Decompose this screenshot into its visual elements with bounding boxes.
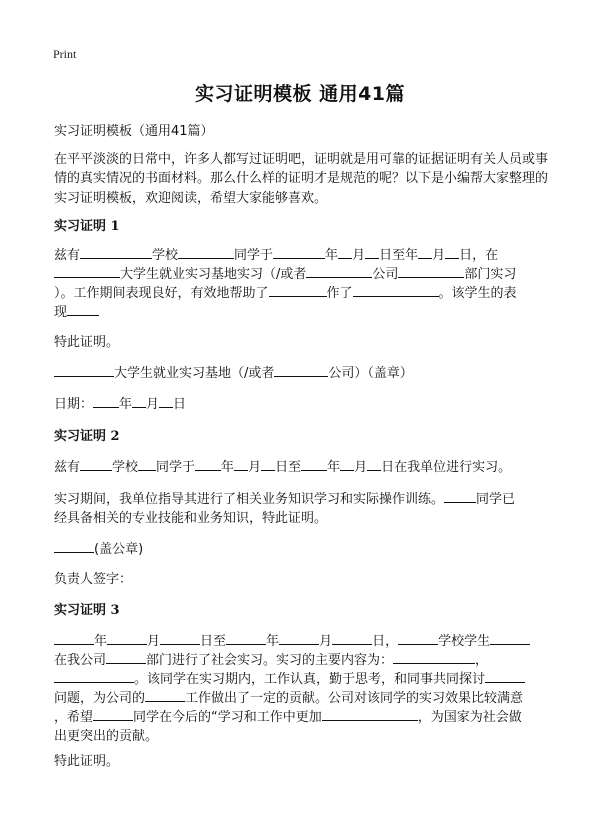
- blank[interactable]: [444, 490, 476, 503]
- blank-company[interactable]: [306, 265, 372, 278]
- blank-department[interactable]: [398, 265, 464, 278]
- section-2-para-line-2: 经具备相关的专业技能和业务知识，特此证明。: [54, 511, 328, 526]
- text: (盖公章): [94, 542, 144, 557]
- blank[interactable]: [279, 632, 319, 645]
- blank[interactable]: [93, 708, 133, 721]
- section-3-closing: 特此证明。: [54, 754, 120, 769]
- text: ，希望: [54, 710, 94, 725]
- text: 实习期间，我单位指导其进行了相关业务知识学习和实际操作训练。: [54, 492, 445, 507]
- blank[interactable]: [261, 458, 275, 471]
- section-3-line-5: [54, 708, 554, 727]
- section-3-line-3: [54, 670, 554, 689]
- section-3-line-2: [54, 651, 554, 670]
- section-1-line-1: [54, 246, 554, 265]
- blank[interactable]: [54, 670, 134, 683]
- text: 同学于: [234, 248, 274, 263]
- section-heading-3: 实习证明 3: [54, 603, 120, 618]
- blank[interactable]: [195, 458, 221, 471]
- blank[interactable]: [398, 632, 438, 645]
- blank[interactable]: [490, 632, 530, 645]
- blank[interactable]: [269, 284, 327, 297]
- text: 部门实习: [464, 267, 517, 282]
- text: 。该学生的表: [438, 286, 517, 301]
- blank[interactable]: [353, 284, 439, 297]
- text: 同学在今后的“学习和工作中更加: [133, 710, 322, 725]
- section-1-line-4: [54, 303, 554, 322]
- text: 日在我单位进行实习。: [381, 460, 512, 475]
- text: 月: [146, 397, 160, 412]
- text: 现: [54, 305, 68, 320]
- section-3-line-4: [54, 689, 554, 708]
- blank[interactable]: [485, 670, 525, 683]
- section-1-closing: 特此证明。: [54, 335, 120, 350]
- text: 月: [432, 248, 446, 263]
- section-2-seal: [54, 540, 554, 559]
- blank[interactable]: [226, 632, 266, 645]
- text: 年: [119, 397, 133, 412]
- text: 部门进行了社会实习。实习的主要内容为：: [146, 653, 394, 668]
- blank-day[interactable]: [365, 246, 379, 259]
- section-1-line-3: [54, 284, 554, 303]
- blank-month[interactable]: [338, 246, 352, 259]
- text: 日至: [275, 460, 302, 475]
- text: 学校: [152, 248, 179, 263]
- text: 。该同学在实习期内，工作认真，勤于思考，和同事共同探讨: [134, 672, 486, 687]
- text: 年: [325, 248, 339, 263]
- text: ，: [475, 653, 489, 668]
- text: 月: [352, 248, 366, 263]
- blank-day[interactable]: [159, 395, 173, 408]
- text: 月: [147, 634, 161, 649]
- text: 兹有: [54, 460, 81, 475]
- blank[interactable]: [107, 632, 147, 645]
- text: 大学生就业实习基地（/或者: [114, 366, 275, 381]
- intro-paragraph: 在平平淡淡的日常中，许多人都写过证明吧，证明就是用可靠的证据证明有关人员或事情的真实情况的书面材料。那么什么样的证明才是规范的呢？以下是小编帮大家整理的实习证明模板，欢迎阅读，希望大家能够喜欢。: [54, 152, 549, 206]
- blank[interactable]: [322, 708, 418, 721]
- section-2-line-1: [54, 458, 554, 477]
- text: 在我公司: [54, 653, 107, 668]
- text: 日，在: [459, 248, 499, 263]
- section-1-date: [54, 395, 554, 414]
- blank-year[interactable]: [93, 395, 119, 408]
- section-2-para-line-1: [54, 490, 554, 509]
- text: 大学生就业实习基地实习（/或者: [120, 267, 307, 282]
- page-title: 实习证明模板 通用41篇: [194, 83, 406, 105]
- text: 年: [94, 634, 108, 649]
- blank[interactable]: [332, 632, 372, 645]
- text: 日至: [200, 634, 227, 649]
- blank[interactable]: [234, 458, 248, 471]
- text: 日: [173, 397, 187, 412]
- blank[interactable]: [54, 364, 114, 377]
- section-heading-1: 实习证明 1: [54, 219, 120, 234]
- print-link[interactable]: Print: [53, 47, 77, 61]
- text: 工作做出了一定的贡献。公司对该同学的实习效果比较满意: [185, 691, 524, 706]
- blank-month[interactable]: [132, 395, 146, 408]
- text: 月: [248, 460, 262, 475]
- section-1-line-2: [54, 265, 554, 284]
- blank-name[interactable]: [178, 246, 234, 259]
- text: ，为国家为社会做: [417, 710, 522, 725]
- text: 同学已: [476, 492, 516, 507]
- blank[interactable]: [340, 458, 354, 471]
- blank[interactable]: [274, 364, 328, 377]
- text: ）。工作期间表现良好，有效地帮助了: [54, 286, 269, 301]
- blank[interactable]: [67, 303, 99, 316]
- section-1-seal: [54, 364, 554, 383]
- text: 年: [327, 460, 341, 475]
- text: 学校学生: [438, 634, 491, 649]
- text: 兹有: [54, 248, 81, 263]
- text: 作了: [326, 286, 353, 301]
- text: 日，: [372, 634, 399, 649]
- blank[interactable]: [393, 651, 475, 664]
- blank-year[interactable]: [273, 246, 325, 259]
- subtitle: 实习证明模板（通用41篇）: [54, 124, 214, 139]
- blank-month[interactable]: [418, 246, 432, 259]
- text: 日至年: [379, 248, 419, 263]
- blank-day[interactable]: [445, 246, 459, 259]
- blank[interactable]: [106, 651, 146, 664]
- blank-school[interactable]: [80, 246, 152, 259]
- text: 问题，为公司的: [54, 691, 146, 706]
- blank[interactable]: [301, 458, 327, 471]
- blank[interactable]: [54, 632, 94, 645]
- text: 月: [319, 634, 333, 649]
- text: 公司: [372, 267, 399, 282]
- blank[interactable]: [367, 458, 381, 471]
- text: 年: [221, 460, 235, 475]
- text: 学校: [112, 460, 139, 475]
- blank[interactable]: [138, 458, 156, 471]
- text: 月: [354, 460, 368, 475]
- blank-base[interactable]: [54, 265, 120, 278]
- section-3-line-1: [54, 632, 554, 651]
- section-heading-2: 实习证明 2: [54, 429, 120, 444]
- blank[interactable]: [145, 689, 185, 702]
- blank[interactable]: [54, 540, 94, 553]
- blank[interactable]: [160, 632, 200, 645]
- text: 同学于: [156, 460, 196, 475]
- blank[interactable]: [80, 458, 112, 471]
- section-3-line-6: 出更突出的贡献。: [54, 729, 159, 744]
- text: 年: [266, 634, 280, 649]
- text: 公司）（盖章）: [328, 366, 413, 381]
- section-2-signer: 负责人签字：: [54, 572, 133, 587]
- text: 日期：: [54, 397, 94, 412]
